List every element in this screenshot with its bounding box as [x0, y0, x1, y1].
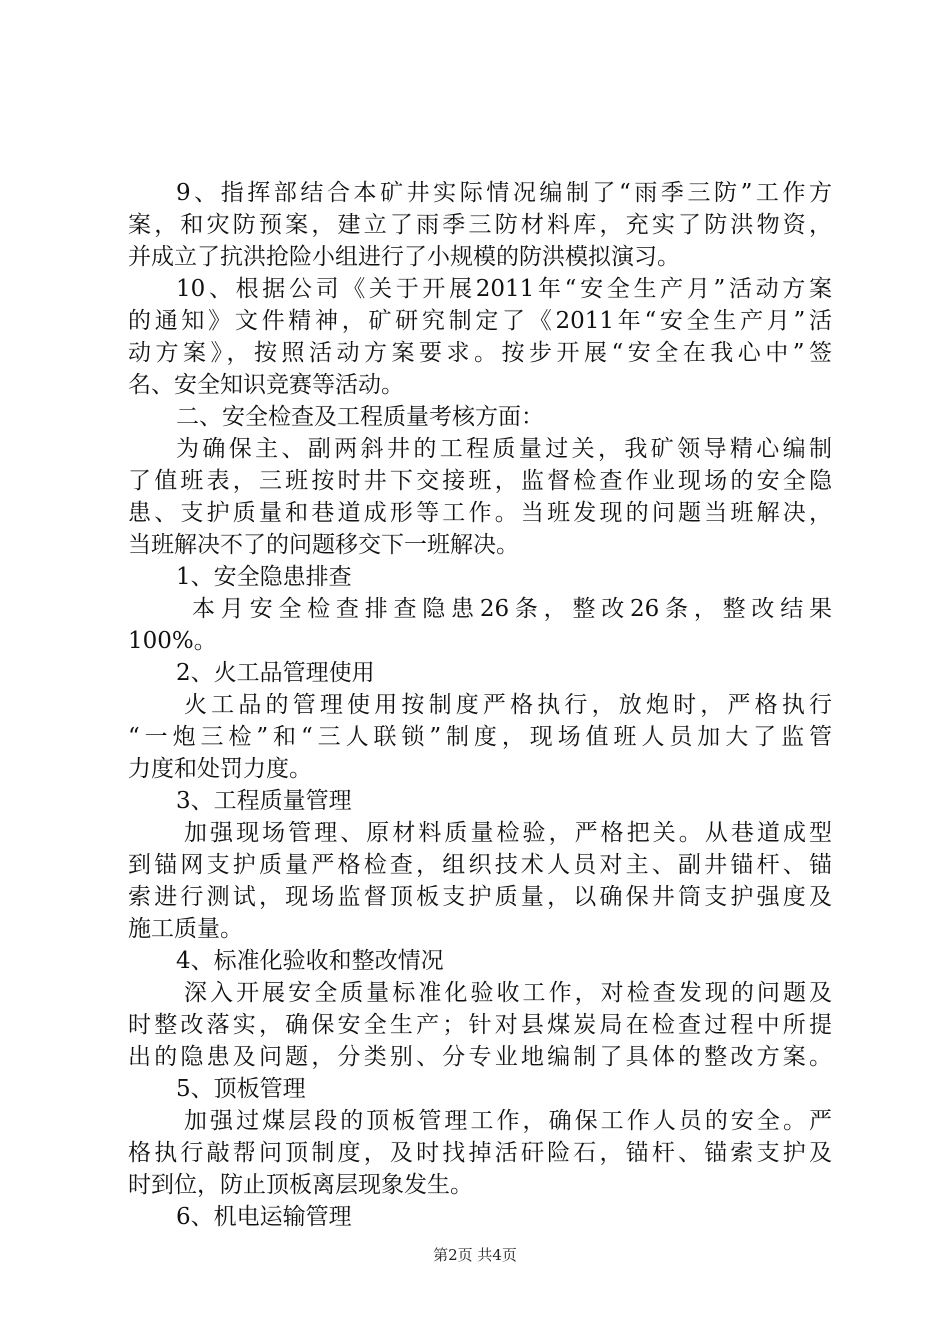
- subsection-heading: 4、标准化验收和整改情况: [176, 948, 444, 974]
- paragraph-line: 本月安全检查排查隐患26条，整改26条，整改结果: [192, 596, 832, 622]
- paragraph-line: 的通知》文件精神，矿研究制定了《2011年“安全生产月”活: [128, 308, 832, 334]
- paragraph-line: 为确保主、副两斜井的工程质量过关，我矿领导精心编制: [176, 436, 832, 462]
- subsection-heading: 3、工程质量管理: [176, 788, 352, 814]
- paragraph-line: “一炮三检”和“三人联锁”制度，现场值班人员加大了监管: [128, 724, 832, 750]
- paragraph-line: 火工品的管理使用按制度严格执行，放炮时，严格执行: [184, 692, 832, 718]
- paragraph-line: 加强过煤层段的顶板管理工作，确保工作人员的安全。严: [184, 1108, 832, 1134]
- paragraph-line: 加强现场管理、原材料质量检验，严格把关。从巷道成型: [184, 820, 832, 846]
- paragraph-line: 动方案》，按照活动方案要求。按步开展“安全在我心中”签: [128, 340, 832, 366]
- paragraph-line: 出的隐患及问题，分类别、分专业地编制了具体的整改方案。: [128, 1044, 832, 1070]
- section-heading: 二、安全检查及工程质量考核方面：: [176, 404, 544, 430]
- paragraph-line: 索进行测试，现场监督顶板支护质量，以确保井筒支护强度及: [128, 884, 832, 910]
- paragraph-line: 100%。: [128, 628, 217, 654]
- page-number-footer: 第2页 共4页: [433, 1246, 517, 1264]
- paragraph-line: 并成立了抗洪抢险小组进行了小规模的防洪模拟演习。: [128, 244, 680, 270]
- paragraph-line: 施工质量。: [128, 916, 243, 942]
- paragraph-line: 到锚网支护质量严格检查，组织技术人员对主、副井锚杆、锚: [128, 852, 832, 878]
- paragraph-line: 时整改落实，确保安全生产；针对县煤炭局在检查过程中所提: [128, 1012, 832, 1038]
- subsection-heading: 2、火工品管理使用: [176, 660, 375, 686]
- subsection-heading: 5、顶板管理: [176, 1076, 306, 1102]
- paragraph-line: 10、根据公司《关于开展2011年“安全生产月”活动方案: [176, 276, 832, 302]
- paragraph-line: 9、指挥部结合本矿井实际情况编制了“雨季三防”工作方: [176, 180, 832, 206]
- paragraph-line: 案，和灾防预案，建立了雨季三防材料库，充实了防洪物资，: [128, 212, 832, 238]
- paragraph-line: 当班解决不了的问题移交下一班解决。: [128, 532, 519, 558]
- paragraph-line: 名、安全知识竞赛等活动。: [128, 372, 404, 398]
- subsection-heading: 1、安全隐患排查: [176, 564, 352, 590]
- paragraph-line: 深入开展安全质量标准化验收工作，对检查发现的问题及: [184, 980, 832, 1006]
- paragraph-line: 力度和处罚力度。: [128, 756, 312, 782]
- paragraph-line: 患、支护质量和巷道成形等工作。当班发现的问题当班解决，: [128, 500, 832, 526]
- paragraph-line: 了值班表，三班按时井下交接班，监督检查作业现场的安全隐: [128, 468, 832, 494]
- paragraph-line: 时到位，防止顶板离层现象发生。: [128, 1172, 473, 1198]
- paragraph-line: 格执行敲帮问顶制度，及时找掉活矸险石，锚杆、锚索支护及: [128, 1140, 832, 1166]
- subsection-heading: 6、机电运输管理: [176, 1204, 352, 1230]
